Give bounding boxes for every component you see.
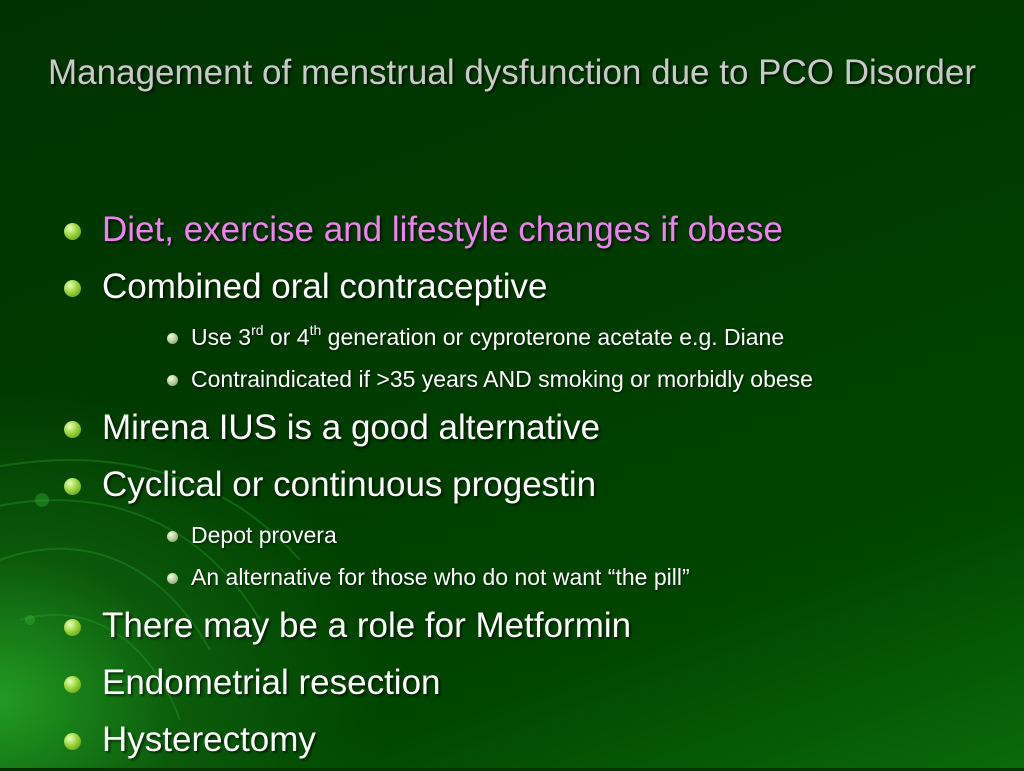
bullet-icon xyxy=(64,421,81,438)
bullet-item xyxy=(0,402,1024,459)
bullet-item xyxy=(0,459,1024,516)
bullet-icon xyxy=(64,223,81,240)
bullet-item xyxy=(0,657,1024,714)
sub-bullet-text: Contraindicated if >35 years AND smoking or morbidly obese xyxy=(191,366,813,392)
bullet-item xyxy=(0,261,1024,318)
sub-bullet-item xyxy=(0,516,1024,558)
bullet-item xyxy=(0,204,1024,261)
bullet-text: Diet, exercise and lifestyle changes if obese xyxy=(102,210,783,249)
bullet-icon xyxy=(64,280,81,297)
sub-bullet-text: Depot provera xyxy=(191,522,337,548)
sub-bullet-text: Use 3rd or 4th generation or cyproterone acetate e.g. Diane xyxy=(191,322,785,350)
bullet-text: Combined oral contraceptive xyxy=(102,267,548,306)
bullet-text: Hysterectomy xyxy=(102,720,316,759)
sub-bullet-item xyxy=(0,360,1024,402)
bullet-icon xyxy=(64,733,81,750)
bullet-icon xyxy=(64,676,81,693)
sub-bullet-icon xyxy=(167,375,178,386)
bullet-text: Cyclical or continuous progestin xyxy=(102,465,597,504)
bullet-item xyxy=(0,714,1024,771)
sub-bullet-item xyxy=(0,558,1024,600)
bullet-text: There may be a role for Metformin xyxy=(102,606,632,645)
bullet-item xyxy=(0,600,1024,657)
sub-bullet-item xyxy=(0,318,1024,360)
bullet-text: Endometrial resection xyxy=(102,663,441,702)
sub-bullet-text: An alternative for those who do not want “the pill” xyxy=(191,564,690,590)
bullet-list xyxy=(0,204,1024,771)
bullet-icon xyxy=(64,619,81,636)
slide-title: Management of menstrual dysfunction due to PCO Disorder xyxy=(48,53,976,92)
sub-bullet-icon xyxy=(167,531,178,542)
bullet-text: Mirena IUS is a good alternative xyxy=(102,408,601,447)
bullet-icon xyxy=(64,478,81,495)
sub-bullet-icon xyxy=(167,333,178,344)
sub-bullet-icon xyxy=(167,573,178,584)
